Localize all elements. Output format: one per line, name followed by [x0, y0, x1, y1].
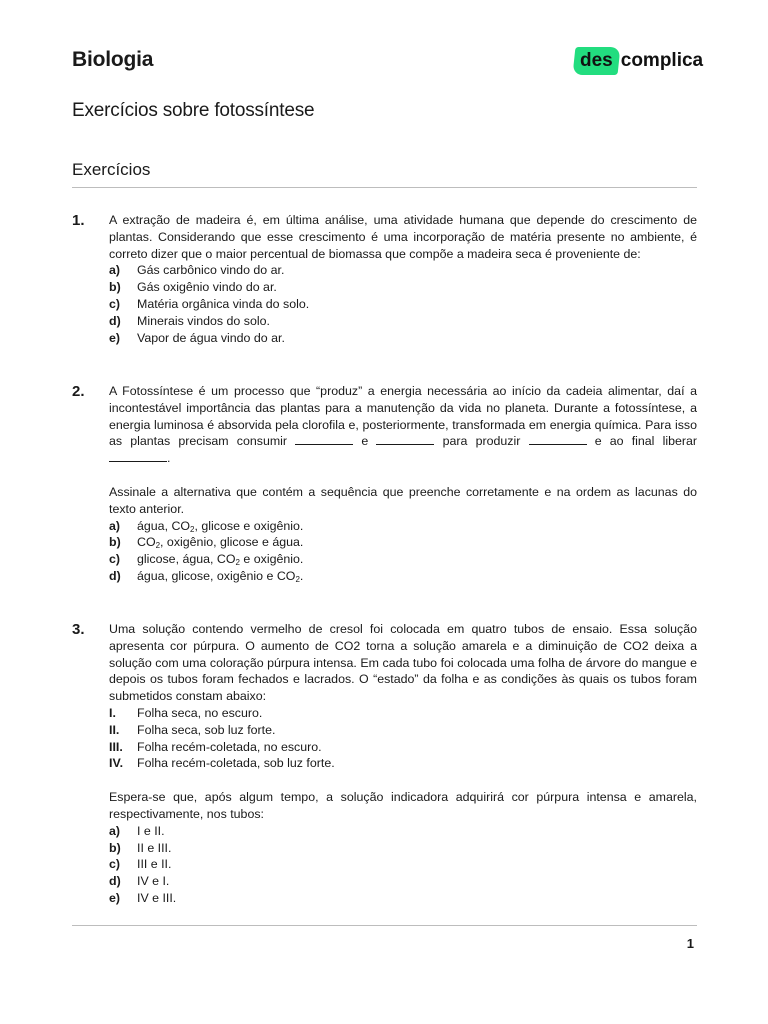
section-heading: Exercícios: [72, 160, 151, 179]
option-e: e) IV e III.: [109, 890, 177, 905]
blank-line: [376, 435, 434, 445]
question-text: A Fotossíntese é um processo que “produz” a energia necessária ao início da cadeia alimentar, daí a incontestável importância das plantas para a manutenção da vida no planeta. Durante a fotossíntese, a energia luminosa é absorvida pela clorofila e, posteriormente, transformada em energia química. Para isso as plantas precisam consumir e para produzir e ao final liberar .: [109, 384, 698, 466]
subject-heading: Biologia: [72, 48, 154, 71]
option-c: c) III e II.: [109, 857, 172, 872]
page-number: 1: [686, 936, 694, 951]
question-1: [72, 212, 697, 346]
blank-line: [109, 452, 167, 462]
logo-badge: des: [573, 47, 621, 75]
question-number: 3.: [72, 621, 85, 638]
option-d: d) IV e I.: [109, 874, 170, 889]
option-d: d) água, glicose, oxigênio e $CO_2$.: [109, 568, 304, 584]
question-number: 2.: [72, 383, 85, 400]
option-a: a) Gás carbônico vindo do ar.: [109, 263, 285, 278]
blank-line: [529, 435, 587, 445]
question-prompt: Espera-se que, após algum tempo, a solução indicadora adquirirá cor púrpura intensa e amarela, respectivamente, nos tubos:: [109, 790, 697, 821]
item-ii: II. Folha seca, sob luz forte.: [109, 722, 276, 737]
blank-line: [295, 435, 353, 445]
logo-text: complica: [620, 49, 704, 71]
section-divider: [72, 187, 697, 188]
option-b: b) II e III.: [109, 840, 172, 855]
option-b: b) $CO_2$, oxigênio, glicose e água.: [109, 535, 304, 551]
question-instruction: Assinale a alternativa que contém a sequência que preenche corretamente e na ordem as lacunas do texto anterior.: [109, 484, 697, 516]
option-c: c) glicose, água, $CO_2$ e oxigênio.: [109, 552, 304, 568]
footer-divider: [72, 925, 697, 926]
question-number: 1.: [72, 212, 85, 229]
question-text: A extração de madeira é, em última análise, uma atividade humana que depende do crescimento de plantas. Considerando que esse crescimento é uma incorporação de matéria presente no ambiente, é correto dizer que o maior percentual de biomassa que compõe a madeira seca é proveniente de:: [109, 213, 697, 261]
item-i: I. Folha seca, no escuro.: [109, 705, 263, 720]
option-e: e) Vapor de água vindo do ar.: [109, 330, 285, 345]
item-iii: III. Folha recém-coletada, no escuro.: [109, 739, 322, 754]
option-c: c) Matéria orgânica vinda do solo.: [109, 296, 310, 311]
option-b: b) Gás oxigênio vindo do ar.: [109, 280, 277, 295]
option-a: a) I e II.: [109, 823, 165, 838]
item-iv: IV. Folha recém-coletada, sob luz forte.: [109, 756, 335, 771]
question-text: Uma solução contendo vermelho de cresol foi colocada em quatro tubos de ensaio. Essa solução apresenta cor púrpura. O aumento de CO2 torna a solução amarela e a diminuição de CO2 deixa a solução com uma coloração púrpura intensa. Em cada tubo foi colocada uma folha de árvore do mangue e depois os tubos foram fechados e lacrados. O “estado” da folha e as condições às quais os tubos foram submetidos constam abaixo:: [109, 622, 697, 704]
descomplica-logo: [574, 45, 703, 76]
option-a: a) água, $CO_2$, glicose e oxigênio.: [109, 518, 304, 534]
option-d: d) Minerais vindos do solo.: [109, 313, 270, 328]
page-title: Exercícios sobre fotossíntese: [72, 100, 315, 121]
question-3: [72, 621, 697, 907]
question-2: [72, 383, 697, 585]
